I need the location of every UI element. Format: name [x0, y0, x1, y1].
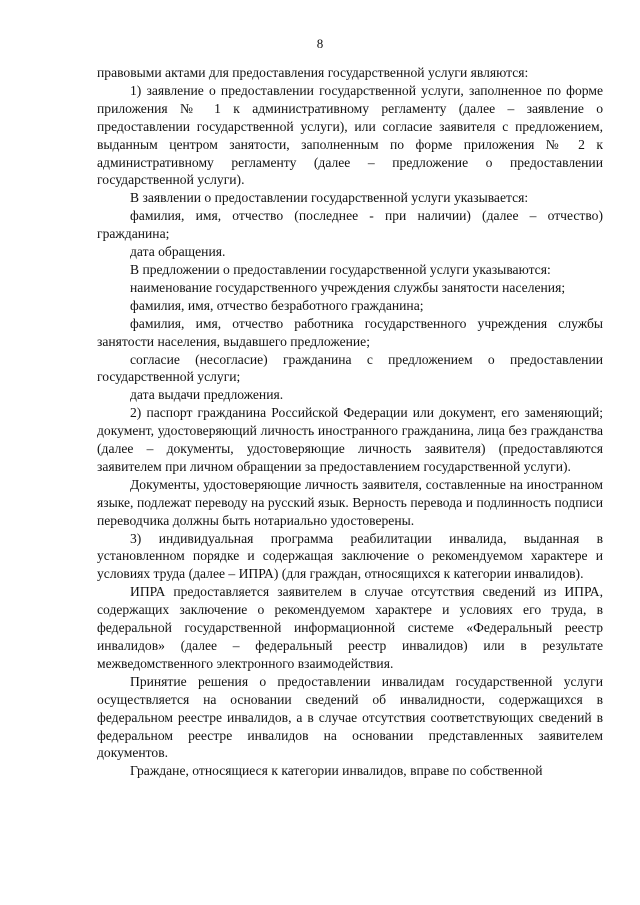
paragraph: дата выдачи предложения. [130, 387, 284, 403]
page-number: 8 [316, 36, 324, 51]
paragraph: 2) паспорт гражданина Российской Федерации или документ, его заменяющий; документ, удостоверяющий личность иностранного гражданина, лица без гражданства (далее – документы, удостоверяющие личность заявителя) (предоставляются заявителем при личном обращении за предоставлением государственной услуги). [97, 405, 603, 474]
paragraph: Документы, удостоверяющие личность заявителя, составленные на иностранном языке, подлежат переводу на русский язык. Верность перевода и подлинность подписи переводчика должны быть нотариально удостоверены. [97, 476, 603, 528]
paragraph: В заявлении о предоставлении государственной услуги указывается: [130, 190, 529, 206]
document-body [97, 64, 603, 780]
paragraph: Принятие решения о предоставлении инвалидам государственной услуги осуществляется на основании сведений об инвалидности, содержащихся в федеральном реестре инвалидов, а в случае отсутствия соответствующих сведений в федеральном реестре инвалидов на основании представленных заявителем документов. [97, 673, 603, 761]
paragraph: правовыми актами для предоставления государственной услуги являются: [97, 65, 529, 80]
paragraph: 3) индивидуальная программа реабилитации инвалида, выданная в установленном порядке и содержащая заключение о рекомендуемом характере и условиях труда (далее – ИПРА) (для граждан, относящихся к категории инвалидов). [97, 530, 603, 582]
paragraph: В предложении о предоставлении государственной услуги указываются: [130, 261, 551, 277]
paragraph: 1) заявление о предоставлении государственной услуги, заполненное по форме приложения № 1 к административному регламенту (далее – заявление о предоставлении государственной услуги), или согласие заявителя с предложением, выданным центром занятости, заполненным по форме приложения № 2 к административному регламенту (далее – предложение о предоставлении государственной услуги). [97, 82, 603, 188]
paragraph: фамилия, имя, отчество работника государственного учреждения службы занятости населения, выдавшего предложение; [97, 315, 603, 349]
paragraph: фамилия, имя, отчество безработного гражданина; [130, 297, 424, 313]
paragraph: фамилия, имя, отчество (последнее - при наличии) (далее – отчество) гражданина; [97, 208, 603, 242]
paragraph: согласие (несогласие) гражданина с предложением о предоставлении государственной услуги; [97, 351, 603, 385]
paragraph: наименование государственного учреждения службы занятости населения; [130, 279, 566, 295]
paragraph: дата обращения. [130, 244, 226, 260]
paragraph: ИПРА предоставляется заявителем в случае отсутствия сведений из ИПРА, содержащих заключение о рекомендуемом характере и условиях его труда, в федеральной государственной информационной системе «Федеральный реестр инвалидов» (далее – федеральный реестр инвалидов) или в результате межведомственного электронного взаимодействия. [97, 584, 603, 671]
paragraph: Граждане, относящиеся к категории инвалидов, вправе по собственной [130, 763, 543, 779]
